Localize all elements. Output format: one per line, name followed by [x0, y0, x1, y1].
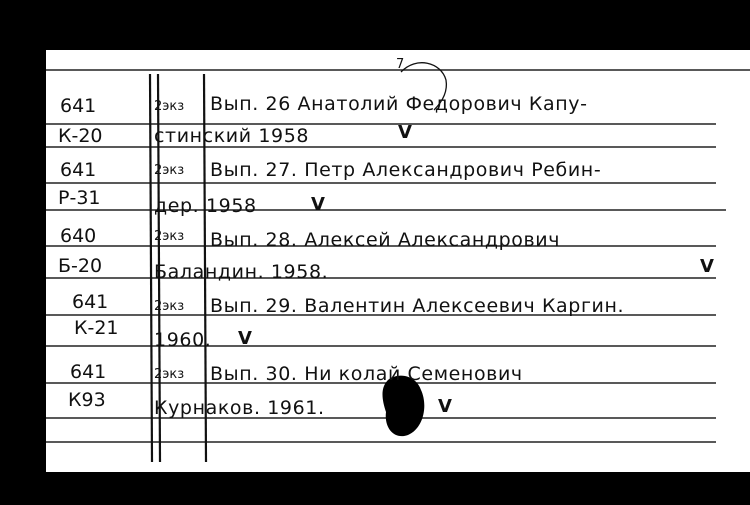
entry-line-1: Вып. 26 Анатолий Федорович Капу- — [210, 93, 588, 115]
author-code: К93 — [68, 389, 106, 411]
check-mark: V — [438, 396, 452, 417]
top-annotation: 7 — [396, 57, 405, 72]
volume-note: 2экз — [154, 163, 185, 178]
shelf-code: 641 — [72, 291, 109, 313]
volume-note: 2экз — [154, 367, 185, 382]
entry-line-1: Вып. 29. Валентин Алексеевич Каргин. — [210, 295, 625, 317]
shelf-code: 641 — [70, 361, 107, 383]
entry-line-2: дер. 1958 — [154, 195, 257, 217]
entry-line-2: 1960. — [154, 329, 212, 351]
shelf-code: 641 — [60, 95, 97, 117]
entry-line-1: Вып. 30. Ни колай Семенович — [210, 363, 523, 385]
author-code: Р-31 — [58, 187, 101, 209]
volume-note: 2экз — [154, 229, 185, 244]
card-text-layer — [46, 50, 750, 472]
entry-line-1: Вып. 28. Алексей Александрович — [210, 229, 561, 251]
check-mark: V — [398, 122, 412, 143]
catalog-card — [46, 50, 750, 472]
check-mark: V — [311, 194, 325, 215]
author-code: Б-20 — [58, 255, 103, 277]
entry-line-1: Вып. 27. Петр Александрович Ребин- — [210, 159, 602, 181]
volume-note: 2экз — [154, 99, 185, 114]
entry-line-2: стинский 1958 — [154, 125, 310, 147]
check-mark: V — [238, 328, 252, 349]
shelf-code: 640 — [60, 225, 97, 247]
entry-line-2: Баландин. 1958. — [154, 261, 329, 283]
check-mark: V — [700, 256, 714, 277]
author-code: К-21 — [74, 317, 119, 339]
author-code: К-20 — [58, 125, 103, 147]
entry-line-2: Курнаков. 1961. — [154, 397, 325, 419]
shelf-code: 641 — [60, 159, 97, 181]
volume-note: 2экз — [154, 299, 185, 314]
